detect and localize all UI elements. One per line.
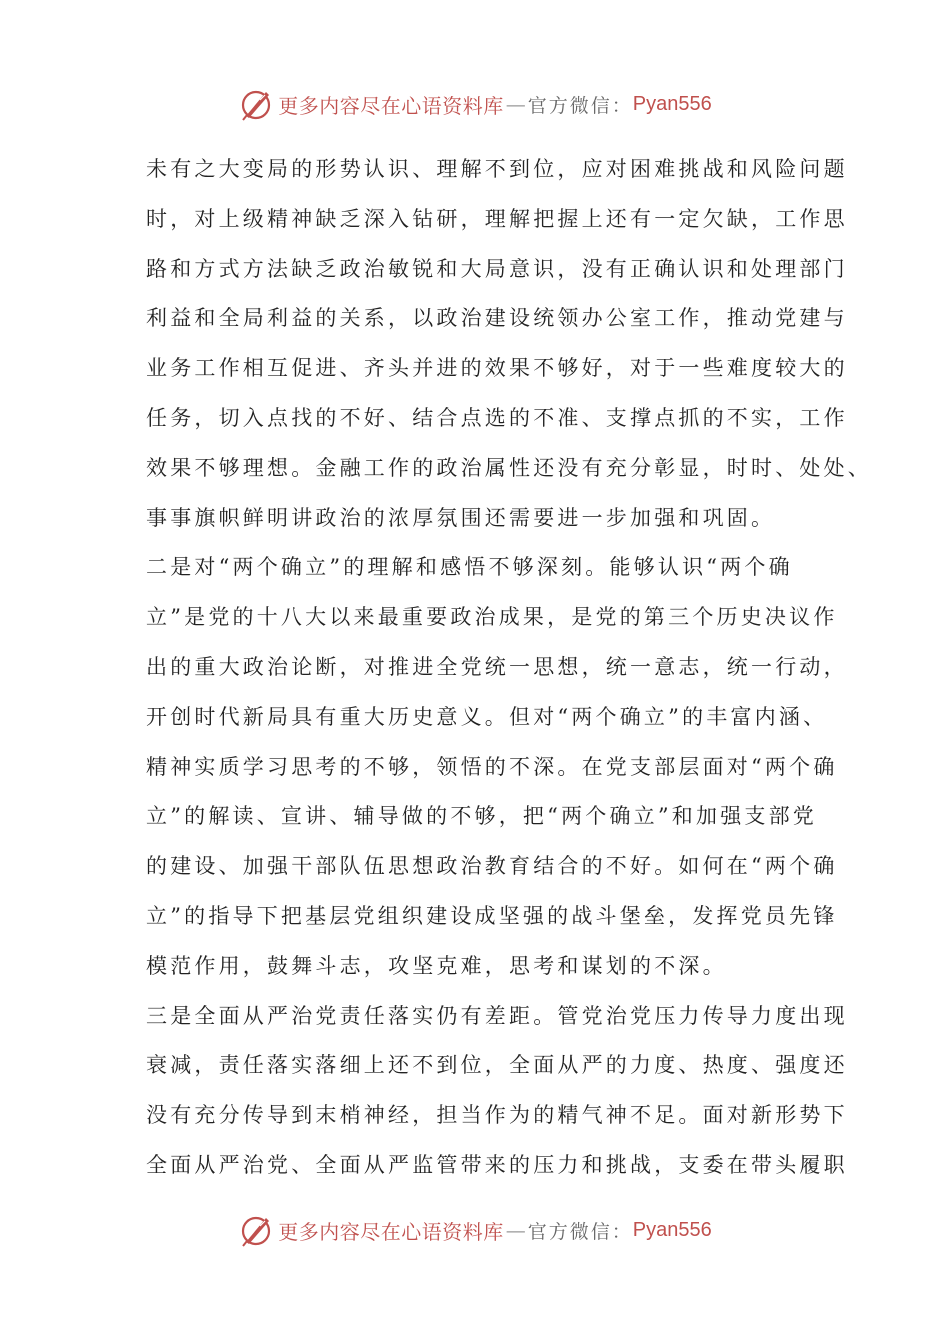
body-line: 三是全面从严治党责任落实仍有差距。管党治党压力传导力度出现	[146, 1003, 848, 1028]
body-line: 利益和全局利益的关系，以政治建设统领办公室工作，推动党建与	[146, 306, 848, 331]
body-line: 效果不够理想。金融工作的政治属性还没有充分彰显，时时、处处、	[146, 455, 872, 480]
header-official-label: 官方微信：	[527, 94, 633, 117]
footer-brand-text: 更多内容尽在心语资料库	[278, 1219, 504, 1244]
footer-watermark	[0, 1210, 950, 1250]
body-line: 模范作用，鼓舞斗志，攻坚克难，思考和谋划的不深。	[146, 953, 727, 978]
body-line: 的建设、加强干部队伍思想政治教育结合的不好。如何在“两个确	[146, 854, 838, 879]
body-line: 精神实质学习思考的不够，领悟的不深。在党支部层面对“两个确	[146, 754, 838, 779]
header-wechat-id: Pyan556	[632, 92, 712, 115]
body-line: 立”的指导下把基层党组织建设成坚强的战斗堡垒，发挥党员先锋	[146, 903, 838, 928]
body-line: 二是对“两个确立”的理解和感悟不够深刻。能够认识“两个确	[146, 555, 793, 580]
body-line: 业务工作相互促进、齐头并进的效果不够好，对于一些难度较大的	[146, 356, 848, 381]
body-line: 没有充分传导到末梢神经，担当作为的精气神不足。面对新形势下	[146, 1103, 848, 1128]
body-line: 开创时代新局具有重大历史意义。但对“两个确立”的丰富内涵、	[146, 704, 828, 729]
body-line: 全面从严治党、全面从严监管带来的压力和挑战，支委在带头履职	[146, 1152, 848, 1177]
header-watermark	[0, 84, 950, 124]
body-line: 事事旗帜鲜明讲政治的浓厚氛围还需要进一步加强和巩固。	[146, 505, 776, 530]
quill-pen-logo-icon	[238, 1212, 274, 1248]
body-line: 出的重大政治论断，对推进全党统一思想，统一意志，统一行动，	[146, 654, 848, 679]
quill-pen-logo-icon	[238, 86, 274, 122]
header-brand-text: 更多内容尽在心语资料库	[278, 93, 504, 118]
document-body	[146, 145, 872, 1191]
footer-separator: —	[505, 1218, 526, 1242]
body-line: 任务，切入点找的不好、结合点选的不准、支撑点抓的不实，工作	[146, 405, 848, 430]
body-line: 路和方式方法缺乏政治敏锐和大局意识，没有正确认识和处理部门	[146, 256, 848, 281]
body-line: 立”是党的十八大以来最重要政治成果，是党的第三个历史决议作	[146, 605, 838, 630]
body-line: 立”的解读、宣讲、辅导做的不够，把“两个确立”和加强支部党	[146, 804, 818, 829]
body-line: 时，对上级精神缺乏深入钻研，理解把握上还有一定欠缺，工作思	[146, 206, 848, 231]
header-separator: —	[505, 92, 526, 116]
footer-wechat-id: Pyan556	[632, 1218, 712, 1241]
body-line: 未有之大变局的形势认识、理解不到位，应对困难挑战和风险问题	[146, 157, 848, 181]
footer-official-label: 官方微信：	[527, 1220, 633, 1243]
body-line: 衰减，责任落实落细上还不到位，全面从严的力度、热度、强度还	[146, 1053, 848, 1078]
